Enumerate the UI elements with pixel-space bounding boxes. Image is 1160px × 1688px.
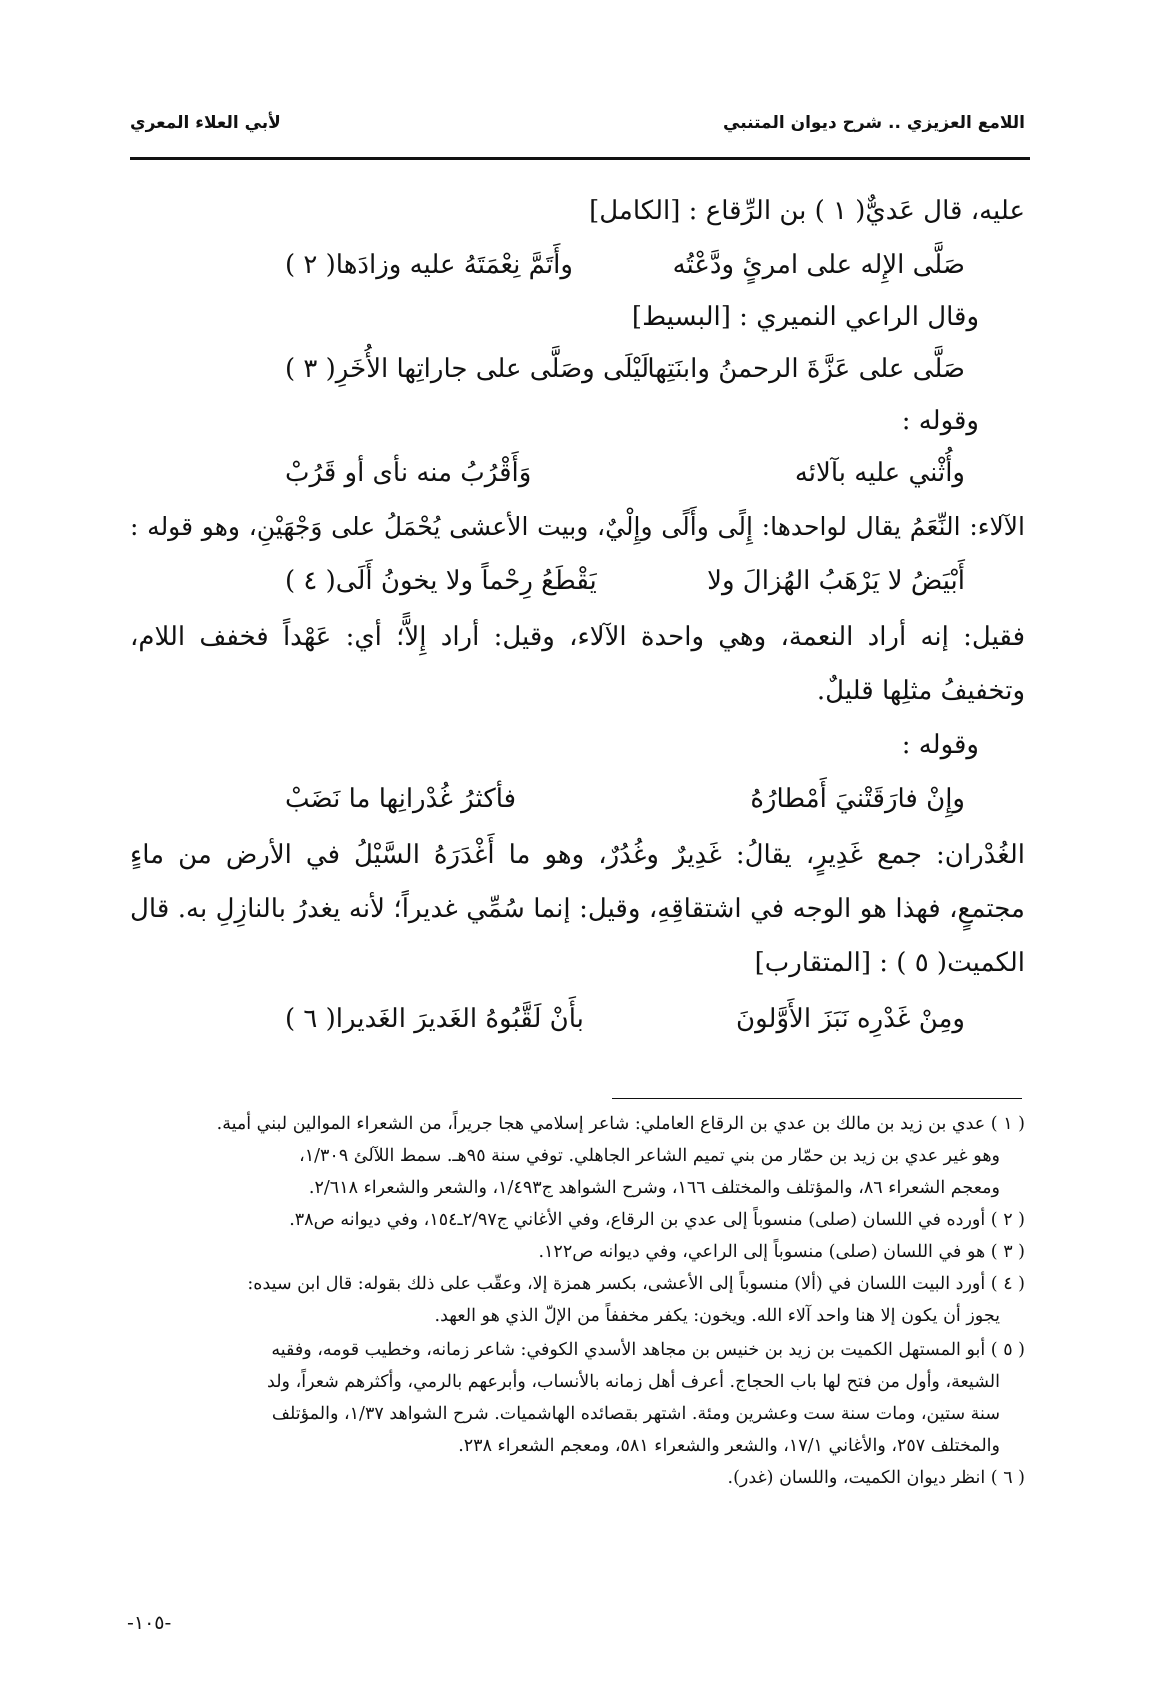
text-line: وتخفيفُ مثلِها قليلٌ.: [816, 676, 1025, 706]
header-book-title: اللامع العزيزي .. شرح ديوان المتنبي: [723, 113, 1025, 133]
verse-first-hemistich: صَلَّى الإِله على امرئٍ ودَّعْتُه: [672, 250, 965, 280]
footnote-line: والمختلف ٢٥٧، والأغاني ١٧/١، والشعر والشعراء ٥٨١، ومعجم الشعراء ٢٣٨.: [458, 1436, 1000, 1456]
footnote-line: ( ١ ) عدي بن زيد بن مالك بن عدي بن الرقاع العاملي: شاعر إسلامي هجا جريراً، من الشعراء الموالين لبني أمية.: [216, 1114, 1025, 1134]
footnote-line: ( ٥ ) أبو المستهل الكميت بن زيد بن خنيس بن مجاهد الأسدي الكوفي: شاعر زمانه، وخطيب قومه، وفقيه: [271, 1340, 1025, 1360]
verse: [130, 250, 1025, 290]
footnote-line: ومعجم الشعراء ٨٦، والمؤتلف والمختلف ١٦٦، وشرح الشواهد ج١/٤٩٣، والشعر والشعراء ٢/٦١٨.: [308, 1178, 1000, 1198]
text-line: الغُدْران: جمع غَدِيرٍ، يقالُ: غَدِيرٌ وغُدُرٌ، وهو ما أَغْدَرَهُ السَّيْلُ في الأرض من ماءٍ: [130, 840, 1025, 870]
footnote-line: يجوز أن يكون إلا هنا واحد آلاء الله. ويخون: يكفر مخففاً من الإلّ الذي هو العهد.: [434, 1306, 1000, 1326]
verse-first-hemistich: وإِنْ فارَقَتْنيَ أَمْطارُهُ: [750, 784, 965, 814]
text-line: عليه، قال عَديٌّ( ١ ) بن الرِّقاع : [الكامل]: [589, 196, 1025, 226]
text-line: وقوله :: [901, 730, 979, 760]
text-line: الآلاء: النِّعَمُ يقال لواحدها: إِلًى وأَلًى وإِلْيٌ، وبيت الأعشى يُحْمَلُ على وَجْهَيْنِ، وهو قوله :: [130, 512, 1025, 541]
header-rule: [130, 157, 1030, 160]
text-line: وقال الراعي النميري : [البسيط]: [631, 302, 979, 332]
text-line: فقيل: إنه أراد النعمة، وهي واحدة الآلاء، وقيل: أراد إِلاًّ؛ أي: عَهْداً فخفف اللام،: [130, 622, 1025, 652]
footnote-line: ( ٣ ) هو في اللسان (صلى) منسوباً إلى الراعي، وفي ديوانه ص١٢٢.: [538, 1242, 1025, 1262]
verse-first-hemistich: وأُثْني عليه بآلائه: [794, 458, 965, 488]
footnote-line: الشيعة، وأول من فتح لها باب الحجاج. أعرف أهل زمانه بالأنساب، وأبرعهم بالرمي، وأكثرهم شعراً، ولد: [267, 1372, 1000, 1392]
verse-first-hemistich: ومِنْ غَدْرِه نَبَزَ الأَوَّلونَ: [736, 1004, 965, 1034]
verse: [130, 458, 1025, 498]
verse-second-hemistich: فأكثرُ غُدْرانِها ما نَضَبْ: [285, 784, 517, 814]
verse: [130, 784, 1025, 824]
footnote-line: وهو غير عدي بن زيد بن حمّار من بني تميم الشاعر الجاهلي. توفي سنة ٩٥هـ. سمط اللآلئ ١/٣٠٩،: [299, 1146, 1000, 1166]
text-line: وقوله :: [901, 406, 979, 436]
footnote-rule: [612, 1098, 1022, 1099]
verse-first-hemistich: أَبْيَضُ لا يَرْهَبُ الهُزالَ ولا: [707, 566, 965, 596]
verse-second-hemistich: بأَنْ لَقَّبُوهُ الغَديرَ الغَديرا( ٦ ): [285, 1004, 584, 1034]
verse: [130, 566, 1025, 606]
verse-second-hemistich: لَيْلَى وصَلَّى على جاراتِها الأُخَرِ( ٣ ): [285, 354, 649, 384]
text-line: الكميت( ٥ ) : [المتقارب]: [754, 948, 1025, 978]
text-line: مجتمعٍ، فهذا هو الوجه في اشتقاقِهِ، وقيل: إنما سُمِّي غديراً؛ لأنه يغدرُ بالنازِلِ به. قال: [130, 894, 1025, 924]
verse: [130, 1004, 1025, 1044]
running-header: [130, 113, 1025, 143]
verse-second-hemistich: وَأَقْرُبُ منه نأى أو قَرُبْ: [285, 458, 532, 488]
verse-second-hemistich: يَقْطَعُ رِحْماً ولا يخونُ أَلَى( ٤ ): [285, 566, 597, 596]
footnote-line: سنة ستين، ومات سنة ست وعشرين ومئة. اشتهر بقصائده الهاشميات. شرح الشواهد ١/٣٧، والمؤتلف: [271, 1404, 1000, 1424]
footnote-line: ( ٦ ) انظر ديوان الكميت، واللسان (غدر).: [727, 1468, 1025, 1488]
footnote-line: ( ٢ ) أورده في اللسان (صلى) منسوباً إلى عدي بن الرقاع، وفي الأغاني ج٢/٩٧ـ١٥٤، وفي ديوانه ص٣٨.: [289, 1210, 1025, 1230]
verse-first-hemistich: صَلَّى على عَزَّةَ الرحمنُ وابنَتِها: [647, 354, 965, 384]
verse-second-hemistich: وأَتَمَّ نِعْمَتَهُ عليه وزادَها( ٢ ): [285, 250, 573, 280]
verse: [130, 354, 1025, 394]
page-number: -١٠٥-: [127, 1612, 172, 1634]
footnote-line: ( ٤ ) أورد البيت اللسان في (ألا) منسوباً إلى الأعشى، بكسر همزة إلا، وعقّب على ذلك بقوله: قال ابن سيده:: [247, 1274, 1025, 1294]
header-author: لأبي العلاء المعري: [130, 113, 281, 133]
